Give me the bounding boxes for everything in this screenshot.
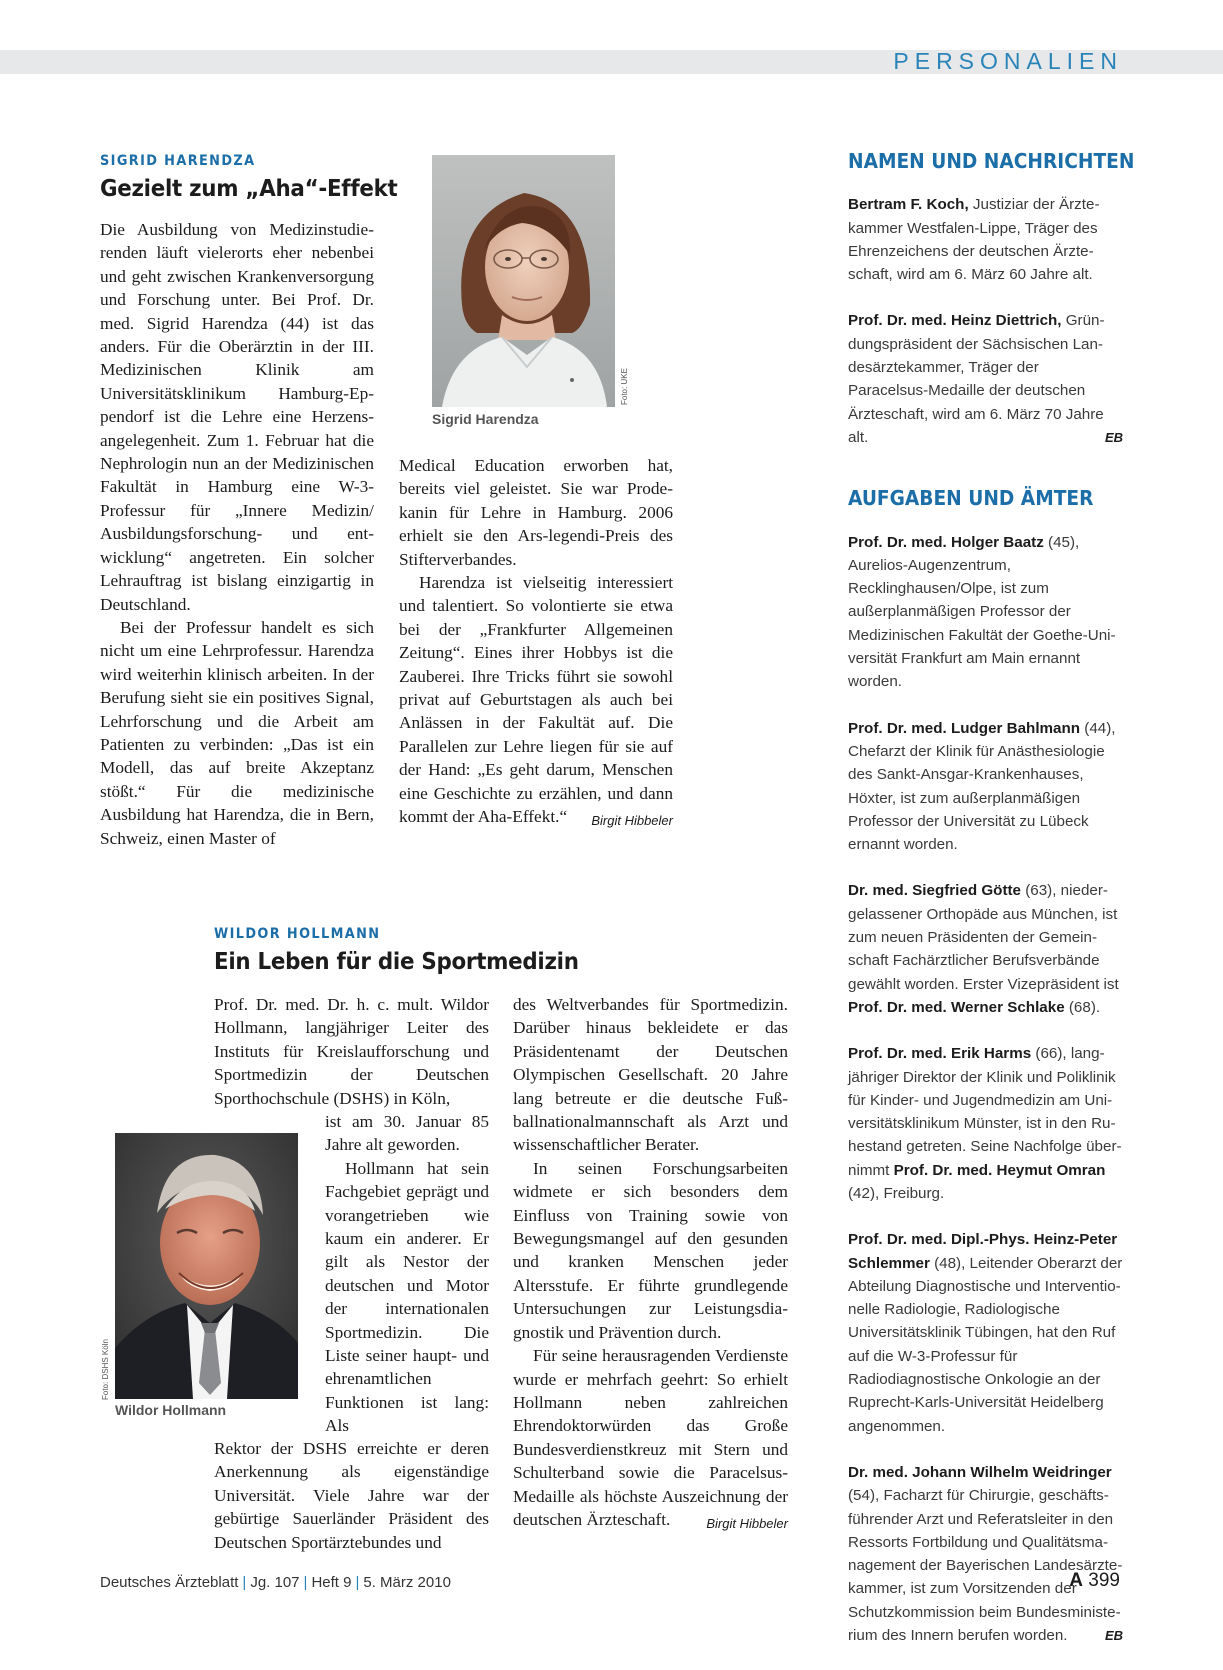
photo-credit: Foto: DSHS Köln xyxy=(101,1339,110,1400)
article2-column-1-top xyxy=(214,993,489,1110)
paragraph: ist am 30. Januar 85 Jahre alt geworden. xyxy=(325,1112,489,1155)
editor-mark: EB xyxy=(1104,1628,1123,1644)
article1-headline: Gezielt zum „Aha“-Effekt xyxy=(100,176,398,202)
paragraph: Bei der Professur handelt es sich nicht um eine Lehrprofessur. Harendza wird weiterhin klinisch arbeiten. In der Berufung sieht sie ein positives Signal, Lehrforschung und die Arbeit am Patienten zu verbinden: „Das ist ein Modell, das auf breite Akzeptanz stößt.“ Für die medizinische Ausbildung hat Harendza, die in Bern, Schweiz, einen Master of xyxy=(100,617,374,848)
article2-column-1-narrow xyxy=(325,1110,489,1438)
news-item: Prof. Dr. med. Heinz Diettrich, Gründungspräsident der Sächsischen Landesärztekammer, Träger der Paracelsus-Medaille der deutschen Ärzteschaft, wird am 6. März 70 Jahre alt. EB xyxy=(848,309,1123,449)
article2-column-1-bottom xyxy=(214,1437,489,1554)
paragraph: Prof. Dr. med. Dr. h. c. mult. Wildor Hollmann, langjähriger Leiter des Instituts für Kreislaufforschung und Sportmedizin der Deutschen Sporthochschule (DSHS) in Köln, xyxy=(214,995,489,1108)
issue-date: 5. März 2010 xyxy=(363,1574,451,1591)
photo-caption: Sigrid Harendza xyxy=(432,411,539,427)
appointment-item: Prof. Dr. med. Ludger Bahlmann (44), Chefarzt der Klinik für Anästhesiologie des Sankt-Ansgar-Krankenhauses, Höxter, ist zum außerplanmäßigen Professor der Universität zu Lübeck ernannt worden. xyxy=(848,719,1116,854)
appointment-item: Prof. Dr. med. Holger Baatz (45), Aurelios-Augenzentrum, Recklinghausen/Olpe, ist zum außerplanmäßigen Professor der Medizinischen Fakultät der Goethe-Universität Frankfurt am Main ernannt worden. xyxy=(848,533,1116,691)
paragraph: Für seine herausragenden Verdienste wurde er mehrfach geehrt: So erhielt Hollmann neben zahlreichen Ehrendoktorwürden das Große Bundesverdienstkreuz mit Stern und Schulterband sowie die Paracelsus-Medaille als höchste Auszeichnung der deutschen Ärzteschaft. Birgit Hibbeler xyxy=(513,1344,788,1531)
volume: Jg. 107 xyxy=(250,1574,300,1591)
namen-heading: NAMEN UND NACHRICHTEN xyxy=(848,149,1135,173)
article2-column-2 xyxy=(513,993,788,1535)
sidebar xyxy=(848,149,1135,1670)
paragraph: Medical Education erworben hat, bereits viel geleistet. Sie war Prodekanin für Lehre in Hamburg. 2006 erhielt sie den Ars-legendi-Preis des Stifterverbandes. xyxy=(399,456,673,569)
harendza-photo xyxy=(432,155,615,407)
article1-column-2 xyxy=(399,454,673,833)
paragraph: des Weltverbandes für Sportmedizin. Darüber hinaus bekleidete er das Präsidentenamt der Deutschen Olympischen Gesellschaft. 20 Jahre lang betreute er die deutsche Fußballnationalmannschaft als Arzt und wissenschaftlicher Berater. xyxy=(513,995,788,1155)
footer: Deutsches Ärzteblatt | Jg. 107 | Heft 9 | 5. März 2010 xyxy=(100,1574,451,1591)
appointment-item: Prof. Dr. med. Erik Harms (66), langjähriger Direktor der Klinik und Poliklinik für Kinder- und Jugendmedizin am Universitätsklinikum Münster, ist in den Ruhestand getreten. Seine Nachfolge übernimmt Prof. Dr. med. Heymut Omran (42), Freiburg. xyxy=(848,1045,1122,1202)
section-label: PERSONALIEN xyxy=(893,48,1123,74)
editor-mark: EB xyxy=(1104,429,1123,445)
article1-column-1 xyxy=(100,218,374,850)
article1-kicker: SIGRID HARENDZA xyxy=(100,153,256,169)
author-signature: Birgit Hibbeler xyxy=(591,813,673,829)
hollmann-photo xyxy=(115,1133,298,1399)
paragraph: Rektor der DSHS erreichte er deren Anerkennung als eigenständige Universität. Viele Jahre war der gebürtige Sauerländer Präsident des Deutschen Sportärztebundes und xyxy=(214,1439,489,1552)
appointment-item: Dr. med. Siegfried Götte (63), niedergelassener Orthopäde aus München, ist zum neuen Präsidenten der Gemeinschaft Fachärztlicher Berufsverbände gewählt worden. Erster Vizepräsident ist Prof. Dr. med. Werner Schlake (68). xyxy=(848,882,1119,1016)
appointment-item: Prof. Dr. med. Dipl.-Phys. Heinz-Peter Schlemmer (48), Leitender Oberarzt der Abteilung Diagnostische und Interventionelle Radiologie, Radiologische Universitätsklinik Tübingen, hat den Ruf auf die W-3-Professur für Radiodiagnostische Onkologie an der Ruprecht-Karls-Universität Heidelberg angenommen. xyxy=(848,1231,1123,1435)
photo-caption: Wildor Hollmann xyxy=(115,1402,227,1418)
issue: Heft 9 xyxy=(311,1574,352,1591)
aemter-heading: AUFGABEN UND ÄMTER xyxy=(848,486,1094,511)
page-number: A 399 xyxy=(1069,1570,1120,1591)
paragraph: Die Ausbildung von Medizinstudierenden läuft vielerorts eher nebenbei und geht zwischen Krankenversorgung und Forschung unter. Bei Prof. Dr. med. Sigrid Harendza (44) ist das anders. Für die Oberärztin in der III. Medizinischen Klinik am Universitätsklinikum Hamburg-Eppendorf ist die Lehre eine Herzensangelegenheit. Zum 1. Februar hat die Nephrologin nun an der Medizinischen Fakultät in Hamburg eine W-3-Professur für „Innere Medizin/ Ausbildungsforschung- und entwicklung“ angetreten. Ein solcher Lehrauftrag ist bislang einzigartig in Deutschland. xyxy=(100,220,374,614)
journal-name: Deutsches Ärzteblatt xyxy=(100,1574,239,1591)
photo-credit: Foto: UKE xyxy=(620,368,629,405)
paragraph: In seinen Forschungsarbeiten widmete er sich besonders dem Einfluss von Training sowie von Bewegungsmangel auf den gesunden und kranken Menschen jeder Altersstufe. Er führte grundlegende Untersuchungen zur Leistungsdiagnostik und Prävention durch. xyxy=(513,1158,788,1342)
paragraph: Hollmann hat sein Fachgebiet geprägt und vorangetrieben wie kaum ein anderer. Er gilt als Nestor der deutschen und Motor der internationalen Sportmedizin. Die Liste seiner haupt- und ehrenamtlichen Funktionen ist lang: Als xyxy=(325,1158,489,1436)
author-signature: Birgit Hibbeler xyxy=(706,1515,788,1531)
article2-kicker: WILDOR HOLLMANN xyxy=(214,926,381,942)
article2-headline: Ein Leben für die Sportmedizin xyxy=(214,949,579,975)
appointment-item: Dr. med. Johann Wilhelm Weidringer (54), Facharzt für Chirurgie, geschäftsführender Arzt und Referatsleiter in den Ressorts Fortbildung und Qualitätsmanagement der Bayerischen Landesärztekammer, ist zum Vorsitzenden der Schutzkommission beim Bundesministerium des Innern berufen worden. EB xyxy=(848,1461,1123,1647)
news-item: Bertram F. Koch, Justiziar der Ärztekammer Westfalen-Lippe, Träger des Ehrenzeichens der deutschen Ärzteschaft, wird am 6. März 60 Jahre alt. xyxy=(848,196,1100,284)
paragraph: Harendza ist vielseitig interessiert und talentiert. So volontierte sie etwa bei der „Frankfurter Allgemeinen Zeitung“. Eines ihrer Hobbys ist die Zauberei. Ihre Tricks führt sie sowohl privat auf Geburtstagen als auch bei Anlässen in der Fakultät auf. Die Parallelen zur Lehre liegen für sie auf der Hand: „Es geht darum, Menschen eine Geschichte zu erzählen, und dann kommt der Aha-Effekt.“ Birgit Hibbeler xyxy=(399,571,673,828)
